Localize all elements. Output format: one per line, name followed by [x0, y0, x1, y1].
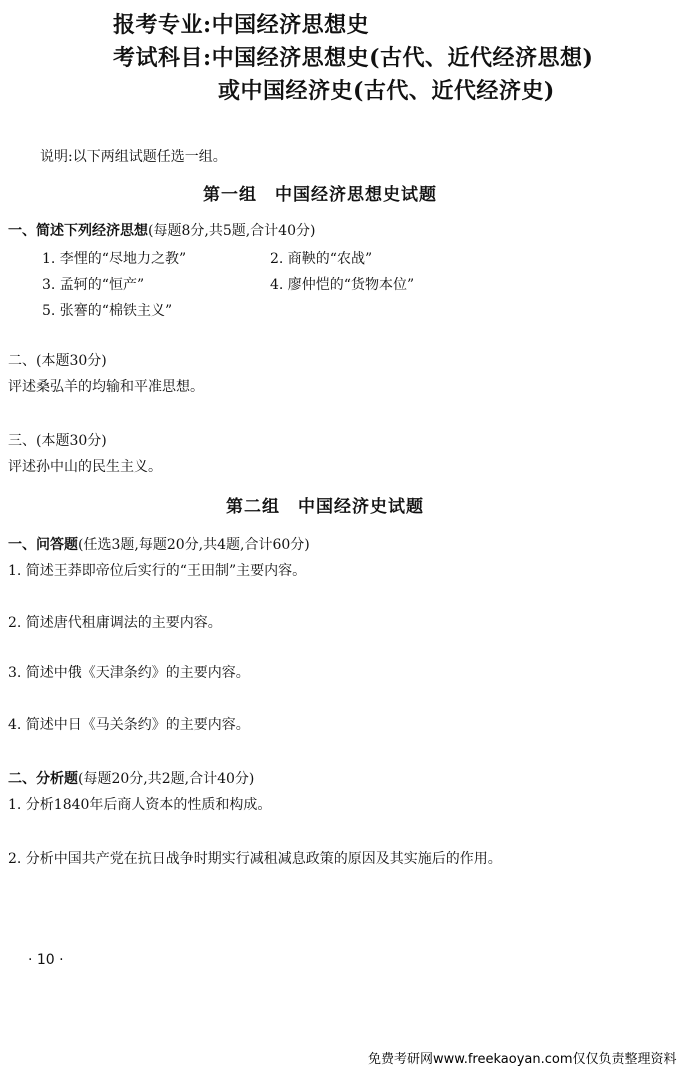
- group1-q1-item: 3. 孟轲的“恒产”: [42, 277, 145, 293]
- group2-q2-item: 2. 分析中国共产党在抗日战争时期实行减租减息政策的原因及其实施后的作用。: [8, 851, 502, 867]
- group1-q1-item: 5. 张謇的“棉铁主义”: [42, 303, 173, 319]
- group1-q1-heading: 一、简述下列经济思想(每题8分,共5题,合计40分): [8, 223, 316, 239]
- group1-q3-heading: 三、(本题30分): [8, 433, 107, 449]
- group1-q3-text: 评述孙中山的民生主义。: [8, 459, 162, 475]
- watermark: 免费考研网www.freekaoyan.com仅仅负责整理资料: [368, 1052, 677, 1067]
- group2-q1-heading: 一、问答题(任选3题,每题20分,共4题,合计60分): [8, 537, 310, 553]
- group2-q1-item: 1. 简述王莽即帝位后实行的“王田制”主要内容。: [8, 563, 307, 579]
- header-line-2: 考试科目:中国经济思想史(古代、近代经济思想): [113, 45, 594, 71]
- page-number: · 10 ·: [28, 952, 64, 968]
- group2-q1-item: 4. 简述中日《马关条约》的主要内容。: [8, 717, 250, 733]
- group1-q2-text: 评述桑弘羊的均输和平准思想。: [8, 379, 204, 395]
- group1-title: 第一组 中国经济思想史试题: [203, 185, 437, 205]
- exam-note: 说明:以下两组试题任选一组。: [40, 149, 227, 165]
- group2-q1-item: 3. 简述中俄《天津条约》的主要内容。: [8, 665, 250, 681]
- group1-q1-item: 1. 李悝的“尽地力之教”: [42, 251, 187, 267]
- group1-q1-item: 4. 廖仲恺的“货物本位”: [270, 277, 415, 293]
- group1-q2-heading: 二、(本题30分): [8, 353, 107, 369]
- group1-q1-item: 2. 商鞅的“农战”: [270, 251, 373, 267]
- group2-q2-item: 1. 分析1840年后商人资本的性质和构成。: [8, 797, 272, 813]
- header-line-3: 或中国经济史(古代、近代经济史): [218, 78, 555, 104]
- group2-q2-heading: 二、分析题(每题20分,共2题,合计40分): [8, 771, 255, 787]
- header-line-1: 报考专业:中国经济思想史: [113, 12, 370, 38]
- group2-q1-item: 2. 简述唐代租庸调法的主要内容。: [8, 615, 222, 631]
- group2-title: 第二组 中国经济史试题: [226, 497, 424, 517]
